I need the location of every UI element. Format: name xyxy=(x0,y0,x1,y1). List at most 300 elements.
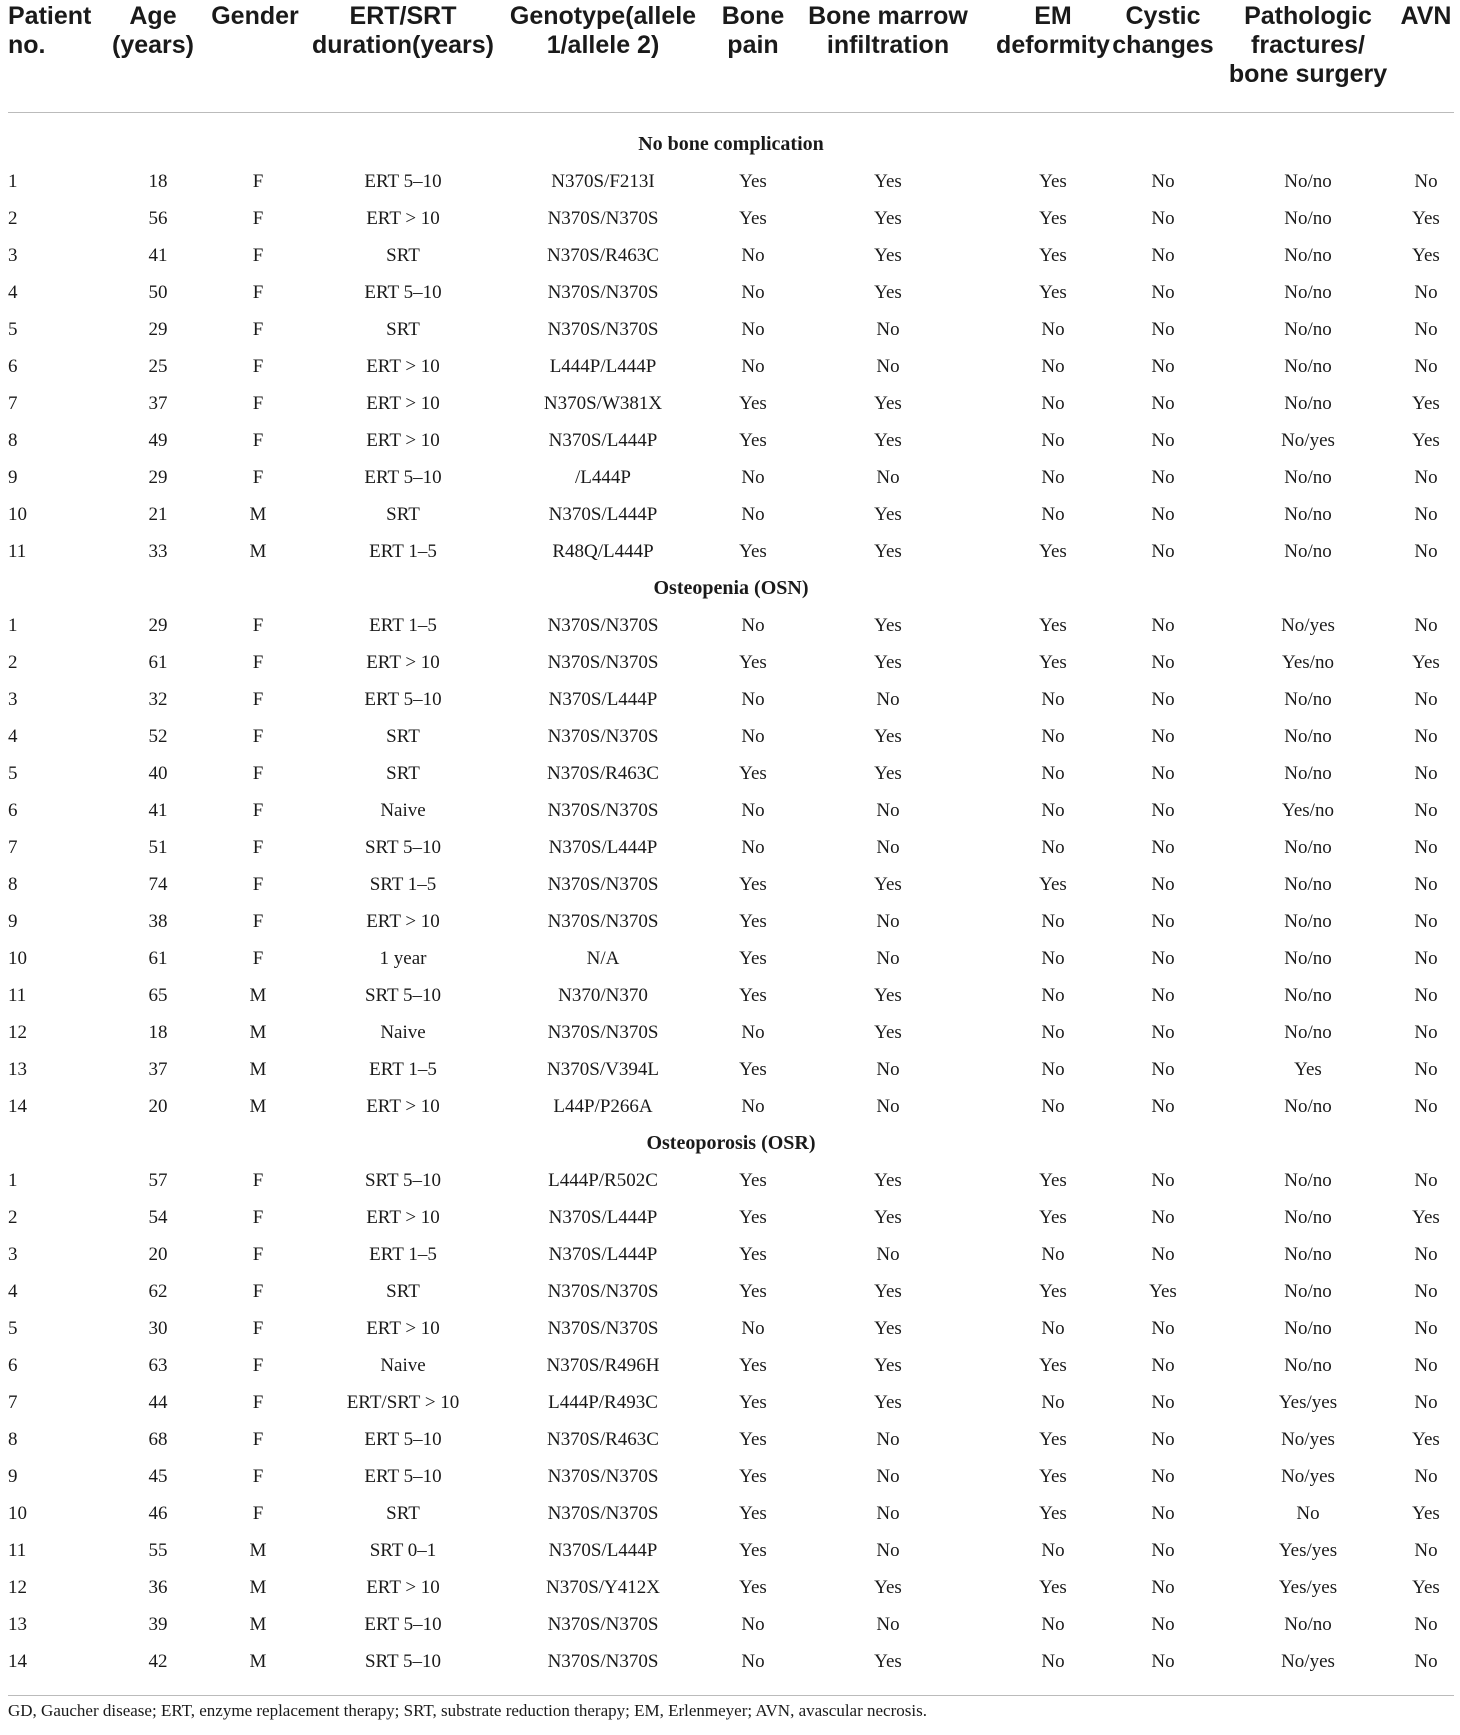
cell-patient-no: 4 xyxy=(8,282,18,303)
cell-em-deformity: Yes xyxy=(1039,245,1067,266)
cell-bone-pain: Yes xyxy=(739,1355,767,1376)
cell-bone-marrow-infiltration: No xyxy=(876,1096,900,1117)
cell-avn: No xyxy=(1414,800,1438,821)
cell-avn: No xyxy=(1414,1392,1438,1413)
table-row xyxy=(8,755,1454,792)
cell-patient-no: 7 xyxy=(8,837,18,858)
cell-pathologic-fractures: No/no xyxy=(1284,874,1332,895)
cell-ert-srt-duration: Naive xyxy=(380,1355,426,1376)
header-line: Age xyxy=(129,2,177,30)
cell-bone-pain: Yes xyxy=(739,1429,767,1450)
cell-ert-srt-duration: ERT > 10 xyxy=(366,911,440,932)
table-row xyxy=(8,1569,1454,1606)
cell-pathologic-fractures: No/no xyxy=(1284,1614,1332,1635)
cell-genotype: N370S/L444P xyxy=(548,504,658,525)
cell-bone-pain: Yes xyxy=(739,1244,767,1265)
cell-genotype: N370S/N370S xyxy=(547,1281,659,1302)
cell-bone-pain: No xyxy=(741,1022,765,1043)
cell-em-deformity: No xyxy=(1041,726,1065,747)
cell-bone-pain: Yes xyxy=(739,1503,767,1524)
cell-bone-marrow-infiltration: No xyxy=(876,1059,900,1080)
cell-avn: Yes xyxy=(1412,1503,1440,1524)
cell-genotype: N370S/N370S xyxy=(547,1466,659,1487)
table-row xyxy=(8,348,1454,385)
cell-pathologic-fractures: No/yes xyxy=(1281,430,1335,451)
header-line: Gender xyxy=(211,2,299,30)
cell-bone-marrow-infiltration: Yes xyxy=(874,541,902,562)
cell-pathologic-fractures: Yes/no xyxy=(1282,800,1334,821)
cell-pathologic-fractures: No/no xyxy=(1284,726,1332,747)
cell-em-deformity: Yes xyxy=(1039,1281,1067,1302)
cell-patient-no: 1 xyxy=(8,1170,18,1191)
table-row xyxy=(8,274,1454,311)
cell-age: 61 xyxy=(148,948,168,969)
cell-bone-pain: No xyxy=(741,1651,765,1672)
cell-avn: No xyxy=(1414,948,1438,969)
cell-bone-pain: No xyxy=(741,837,765,858)
cell-patient-no: 2 xyxy=(8,208,18,229)
cell-ert-srt-duration: SRT xyxy=(386,1281,420,1302)
cell-cystic-changes: No xyxy=(1151,1503,1175,1524)
table-header xyxy=(8,0,1454,112)
header-bone-marrow-infiltration xyxy=(798,2,978,60)
cell-patient-no: 9 xyxy=(8,911,18,932)
cell-pathologic-fractures: No/no xyxy=(1284,171,1332,192)
cell-em-deformity: Yes xyxy=(1039,615,1067,636)
cell-patient-no: 5 xyxy=(8,1318,18,1339)
cell-gender: F xyxy=(252,763,264,784)
cell-pathologic-fractures: No/no xyxy=(1284,1022,1332,1043)
table-row xyxy=(8,718,1454,755)
cell-pathologic-fractures: No/no xyxy=(1284,1207,1332,1228)
table-row xyxy=(8,385,1454,422)
cell-cystic-changes: No xyxy=(1151,282,1175,303)
cell-avn: No xyxy=(1414,504,1438,525)
table-footnote: GD, Gaucher disease; ERT, enzyme replacement therapy; SRT, substrate reduction therapy; EM, Erlenmeyer; AVN, avascular necrosis. xyxy=(8,1701,927,1720)
cell-bone-pain: Yes xyxy=(739,652,767,673)
cell-cystic-changes: No xyxy=(1151,1170,1175,1191)
cell-patient-no: 2 xyxy=(8,1207,18,1228)
cell-ert-srt-duration: SRT 0–1 xyxy=(369,1540,437,1561)
header-line: infiltration xyxy=(826,31,950,59)
cell-bone-marrow-infiltration: Yes xyxy=(874,1281,902,1302)
footer-rule xyxy=(8,1695,1454,1696)
cell-avn: No xyxy=(1414,985,1438,1006)
cell-genotype: N370S/R463C xyxy=(547,1429,659,1450)
cell-ert-srt-duration: ERT 5–10 xyxy=(364,467,442,488)
cell-patient-no: 2 xyxy=(8,652,18,673)
cell-age: 30 xyxy=(148,1318,168,1339)
table-row xyxy=(8,1236,1454,1273)
table-row xyxy=(8,940,1454,977)
cell-avn: Yes xyxy=(1412,208,1440,229)
cell-bone-marrow-infiltration: Yes xyxy=(874,652,902,673)
header-line: changes xyxy=(1112,31,1214,59)
cell-pathologic-fractures: No xyxy=(1296,1503,1320,1524)
cell-pathologic-fractures: Yes/no xyxy=(1282,652,1334,673)
cell-em-deformity: No xyxy=(1041,948,1065,969)
cell-ert-srt-duration: ERT > 10 xyxy=(366,1318,440,1339)
cell-patient-no: 4 xyxy=(8,726,18,747)
header-line: fractures/ xyxy=(1251,31,1365,59)
cell-gender: F xyxy=(252,726,264,747)
cell-age: 74 xyxy=(148,874,168,895)
cell-genotype: /L444P xyxy=(575,467,631,488)
header-line: bone surgery xyxy=(1228,60,1388,88)
cell-gender: F xyxy=(252,911,264,932)
cell-bone-marrow-infiltration: No xyxy=(876,911,900,932)
cell-age: 51 xyxy=(148,837,168,858)
cell-pathologic-fractures: Yes/yes xyxy=(1278,1540,1338,1561)
cell-bone-marrow-infiltration: Yes xyxy=(874,985,902,1006)
cell-age: 21 xyxy=(148,504,168,525)
cell-cystic-changes: No xyxy=(1151,948,1175,969)
table-row xyxy=(8,496,1454,533)
cell-genotype: N370S/N370S xyxy=(547,911,659,932)
cell-genotype: N370S/F213I xyxy=(551,171,655,192)
cell-genotype: N370S/R463C xyxy=(547,245,659,266)
cell-age: 49 xyxy=(148,430,168,451)
cell-patient-no: 3 xyxy=(8,1244,18,1265)
cell-gender: M xyxy=(249,1540,267,1561)
cell-cystic-changes: No xyxy=(1151,1355,1175,1376)
table-row xyxy=(8,1162,1454,1199)
cell-patient-no: 14 xyxy=(8,1651,27,1672)
cell-pathologic-fractures: No/no xyxy=(1284,393,1332,414)
table-row xyxy=(8,237,1454,274)
cell-cystic-changes: No xyxy=(1151,874,1175,895)
cell-avn: No xyxy=(1414,1466,1438,1487)
cell-bone-marrow-infiltration: Yes xyxy=(874,1392,902,1413)
cell-avn: No xyxy=(1414,1281,1438,1302)
cell-gender: F xyxy=(252,1244,264,1265)
cell-em-deformity: Yes xyxy=(1039,1170,1067,1191)
cell-gender: F xyxy=(252,1318,264,1339)
cell-bone-pain: Yes xyxy=(739,541,767,562)
cell-em-deformity: Yes xyxy=(1039,1577,1067,1598)
table-row xyxy=(8,1014,1454,1051)
cell-genotype: N370S/N370S xyxy=(547,1614,659,1635)
cell-em-deformity: Yes xyxy=(1039,1466,1067,1487)
cell-ert-srt-duration: ERT > 10 xyxy=(366,1207,440,1228)
cell-ert-srt-duration: SRT xyxy=(386,726,420,747)
cell-bone-marrow-infiltration: No xyxy=(876,319,900,340)
cell-genotype: N370S/W381X xyxy=(543,393,663,414)
table-row xyxy=(8,1643,1454,1680)
cell-age: 20 xyxy=(148,1244,168,1265)
cell-patient-no: 6 xyxy=(8,356,18,377)
cell-cystic-changes: No xyxy=(1151,1022,1175,1043)
cell-avn: No xyxy=(1414,171,1438,192)
cell-cystic-changes: No xyxy=(1151,1577,1175,1598)
cell-em-deformity: No xyxy=(1041,1096,1065,1117)
cell-age: 65 xyxy=(148,985,168,1006)
cell-pathologic-fractures: No/yes xyxy=(1281,1651,1335,1672)
cell-em-deformity: No xyxy=(1041,689,1065,710)
header-pathologic-fractures xyxy=(1218,2,1398,89)
cell-ert-srt-duration: SRT 5–10 xyxy=(364,1170,442,1191)
cell-ert-srt-duration: ERT 5–10 xyxy=(364,1466,442,1487)
table-row xyxy=(8,200,1454,237)
table-row xyxy=(8,903,1454,940)
cell-bone-marrow-infiltration: No xyxy=(876,948,900,969)
cell-cystic-changes: No xyxy=(1151,615,1175,636)
table-row xyxy=(8,163,1454,200)
cell-em-deformity: Yes xyxy=(1039,652,1067,673)
cell-pathologic-fractures: No/no xyxy=(1284,467,1332,488)
cell-patient-no: 3 xyxy=(8,689,18,710)
cell-cystic-changes: No xyxy=(1151,356,1175,377)
cell-gender: F xyxy=(252,1281,264,1302)
cell-avn: No xyxy=(1414,1318,1438,1339)
cell-genotype: N370S/N370S xyxy=(547,874,659,895)
cell-pathologic-fractures: No/no xyxy=(1284,1281,1332,1302)
cell-ert-srt-duration: SRT xyxy=(386,763,420,784)
cell-gender: F xyxy=(252,171,264,192)
cell-bone-marrow-infiltration: No xyxy=(876,356,900,377)
cell-patient-no: 10 xyxy=(8,948,27,969)
table-row xyxy=(8,1199,1454,1236)
table-row xyxy=(8,866,1454,903)
cell-cystic-changes: No xyxy=(1151,837,1175,858)
cell-bone-marrow-infiltration: Yes xyxy=(874,615,902,636)
cell-age: 39 xyxy=(148,1614,168,1635)
header-line: Pathologic xyxy=(1244,2,1372,30)
table-row xyxy=(8,977,1454,1014)
cell-genotype: N370S/N370S xyxy=(547,1651,659,1672)
cell-em-deformity: No xyxy=(1041,911,1065,932)
cell-gender: F xyxy=(252,1170,264,1191)
section-title: Osteopenia (OSN) xyxy=(653,577,809,599)
cell-cystic-changes: No xyxy=(1151,1096,1175,1117)
cell-pathologic-fractures: Yes/yes xyxy=(1278,1577,1338,1598)
cell-ert-srt-duration: SRT 1–5 xyxy=(369,874,437,895)
cell-em-deformity: No xyxy=(1041,800,1065,821)
cell-ert-srt-duration: ERT > 10 xyxy=(366,208,440,229)
cell-patient-no: 7 xyxy=(8,1392,18,1413)
cell-age: 29 xyxy=(148,467,168,488)
cell-gender: M xyxy=(249,1651,267,1672)
cell-cystic-changes: No xyxy=(1151,1207,1175,1228)
cell-gender: F xyxy=(252,874,264,895)
cell-genotype: N370S/N370S xyxy=(547,1318,659,1339)
cell-ert-srt-duration: SRT 5–10 xyxy=(364,985,442,1006)
cell-genotype: L444P/R502C xyxy=(548,1170,658,1191)
cell-age: 50 xyxy=(148,282,168,303)
cell-gender: F xyxy=(252,467,264,488)
table-row xyxy=(8,1051,1454,1088)
cell-em-deformity: No xyxy=(1041,1022,1065,1043)
cell-avn: No xyxy=(1414,689,1438,710)
cell-age: 41 xyxy=(148,800,168,821)
cell-pathologic-fractures: No/no xyxy=(1284,948,1332,969)
cell-pathologic-fractures: No/yes xyxy=(1281,615,1335,636)
cell-patient-no: 7 xyxy=(8,393,18,414)
cell-bone-pain: No xyxy=(741,245,765,266)
cell-pathologic-fractures: No/no xyxy=(1284,245,1332,266)
header-age xyxy=(103,2,203,60)
cell-avn: No xyxy=(1414,1614,1438,1635)
cell-avn: Yes xyxy=(1412,652,1440,673)
cell-cystic-changes: Yes xyxy=(1149,1281,1177,1302)
cell-patient-no: 3 xyxy=(8,245,18,266)
cell-gender: F xyxy=(252,689,264,710)
cell-avn: No xyxy=(1414,1170,1438,1191)
cell-genotype: N370/N370 xyxy=(558,985,648,1006)
cell-gender: M xyxy=(249,1059,267,1080)
cell-patient-no: 9 xyxy=(8,467,18,488)
cell-gender: M xyxy=(249,985,267,1006)
cell-genotype: N370S/R496H xyxy=(546,1355,660,1376)
table-row xyxy=(8,533,1454,570)
cell-gender: F xyxy=(252,652,264,673)
header-line: Patient xyxy=(8,2,92,30)
cell-avn: Yes xyxy=(1412,430,1440,451)
cell-genotype: N370S/L444P xyxy=(548,837,658,858)
cell-bone-pain: No xyxy=(741,726,765,747)
cell-bone-marrow-infiltration: No xyxy=(876,1614,900,1635)
cell-gender: F xyxy=(252,1355,264,1376)
cell-bone-pain: No xyxy=(741,615,765,636)
table-row xyxy=(8,1088,1454,1125)
cell-patient-no: 5 xyxy=(8,763,18,784)
table-row xyxy=(8,681,1454,718)
cell-ert-srt-duration: ERT > 10 xyxy=(366,1577,440,1598)
cell-age: 20 xyxy=(148,1096,168,1117)
cell-pathologic-fractures: No/no xyxy=(1284,1355,1332,1376)
cell-age: 29 xyxy=(148,615,168,636)
cell-genotype: L444P/R493C xyxy=(548,1392,658,1413)
cell-avn: No xyxy=(1414,356,1438,377)
cell-bone-pain: Yes xyxy=(739,1207,767,1228)
cell-genotype: N370S/L444P xyxy=(548,1207,658,1228)
cell-em-deformity: No xyxy=(1041,1651,1065,1672)
cell-em-deformity: No xyxy=(1041,1244,1065,1265)
cell-gender: F xyxy=(252,208,264,229)
cell-age: 62 xyxy=(148,1281,168,1302)
cell-cystic-changes: No xyxy=(1151,652,1175,673)
cell-bone-marrow-infiltration: No xyxy=(876,1429,900,1450)
cell-bone-pain: Yes xyxy=(739,1540,767,1561)
cell-patient-no: 12 xyxy=(8,1577,27,1598)
cell-pathologic-fractures: No/no xyxy=(1284,689,1332,710)
cell-gender: M xyxy=(249,541,267,562)
cell-patient-no: 8 xyxy=(8,874,18,895)
section-title: Osteoporosis (OSR) xyxy=(646,1132,816,1154)
cell-patient-no: 11 xyxy=(8,1540,27,1561)
cell-gender: M xyxy=(249,1577,267,1598)
cell-cystic-changes: No xyxy=(1151,1466,1175,1487)
header-line: deformity xyxy=(996,31,1110,59)
cell-patient-no: 10 xyxy=(8,504,27,525)
cell-bone-pain: Yes xyxy=(739,430,767,451)
header-line: AVN xyxy=(1400,2,1452,30)
cell-bone-marrow-infiltration: Yes xyxy=(874,1022,902,1043)
cell-genotype: R48Q/L444P xyxy=(552,541,654,562)
cell-cystic-changes: No xyxy=(1151,245,1175,266)
cell-pathologic-fractures: No/no xyxy=(1284,837,1332,858)
cell-gender: F xyxy=(252,356,264,377)
cell-pathologic-fractures: No/yes xyxy=(1281,1466,1335,1487)
cell-em-deformity: No xyxy=(1041,1059,1065,1080)
cell-avn: No xyxy=(1414,837,1438,858)
cell-genotype: N370S/R463C xyxy=(547,763,659,784)
table-row xyxy=(8,1421,1454,1458)
cell-age: 41 xyxy=(148,245,168,266)
cell-pathologic-fractures: No/no xyxy=(1284,541,1332,562)
cell-age: 56 xyxy=(148,208,168,229)
cell-gender: F xyxy=(252,1466,264,1487)
header-cystic-changes xyxy=(1108,2,1218,60)
cell-patient-no: 11 xyxy=(8,541,27,562)
cell-cystic-changes: No xyxy=(1151,1392,1175,1413)
cell-avn: No xyxy=(1414,615,1438,636)
cell-avn: Yes xyxy=(1412,1207,1440,1228)
cell-avn: No xyxy=(1414,1244,1438,1265)
cell-genotype: L44P/P266A xyxy=(553,1096,653,1117)
cell-patient-no: 1 xyxy=(8,615,18,636)
cell-em-deformity: No xyxy=(1041,319,1065,340)
cell-bone-marrow-infiltration: Yes xyxy=(874,1651,902,1672)
cell-em-deformity: Yes xyxy=(1039,282,1067,303)
cell-genotype: N370S/L444P xyxy=(548,430,658,451)
cell-ert-srt-duration: SRT xyxy=(386,1503,420,1524)
table-row xyxy=(8,1495,1454,1532)
cell-em-deformity: Yes xyxy=(1039,1207,1067,1228)
cell-age: 37 xyxy=(148,1059,168,1080)
table-row xyxy=(8,1458,1454,1495)
cell-em-deformity: Yes xyxy=(1039,208,1067,229)
cell-gender: M xyxy=(249,504,267,525)
header-patient-no xyxy=(8,2,108,60)
cell-ert-srt-duration: SRT xyxy=(386,245,420,266)
cell-bone-marrow-infiltration: No xyxy=(876,467,900,488)
cell-pathologic-fractures: No/no xyxy=(1284,356,1332,377)
cell-ert-srt-duration: ERT > 10 xyxy=(366,356,440,377)
cell-bone-pain: Yes xyxy=(739,393,767,414)
cell-patient-no: 1 xyxy=(8,171,18,192)
cell-pathologic-fractures: No/no xyxy=(1284,504,1332,525)
cell-pathologic-fractures: No/no xyxy=(1284,985,1332,1006)
cell-ert-srt-duration: ERT 5–10 xyxy=(364,689,442,710)
cell-age: 63 xyxy=(148,1355,168,1376)
cell-age: 44 xyxy=(148,1392,168,1413)
header-line: Bone marrow xyxy=(808,2,968,30)
cell-gender: F xyxy=(252,615,264,636)
cell-age: 57 xyxy=(148,1170,168,1191)
cell-patient-no: 13 xyxy=(8,1059,27,1080)
cell-age: 45 xyxy=(148,1466,168,1487)
cell-bone-marrow-infiltration: Yes xyxy=(874,1318,902,1339)
cell-age: 33 xyxy=(148,541,168,562)
cell-bone-marrow-infiltration: No xyxy=(876,1540,900,1561)
cell-cystic-changes: No xyxy=(1151,171,1175,192)
header-bone-pain xyxy=(698,2,808,60)
cell-em-deformity: No xyxy=(1041,430,1065,451)
header-gender xyxy=(205,2,305,31)
cell-gender: F xyxy=(252,837,264,858)
cell-pathologic-fractures: No/no xyxy=(1284,1244,1332,1265)
cell-bone-pain: Yes xyxy=(739,985,767,1006)
cell-patient-no: 5 xyxy=(8,319,18,340)
cell-avn: Yes xyxy=(1412,245,1440,266)
cell-avn: No xyxy=(1414,319,1438,340)
cell-avn: No xyxy=(1414,282,1438,303)
cell-genotype: N370S/N370S xyxy=(547,652,659,673)
cell-em-deformity: No xyxy=(1041,504,1065,525)
cell-avn: No xyxy=(1414,541,1438,562)
cell-ert-srt-duration: ERT 1–5 xyxy=(369,1244,437,1265)
